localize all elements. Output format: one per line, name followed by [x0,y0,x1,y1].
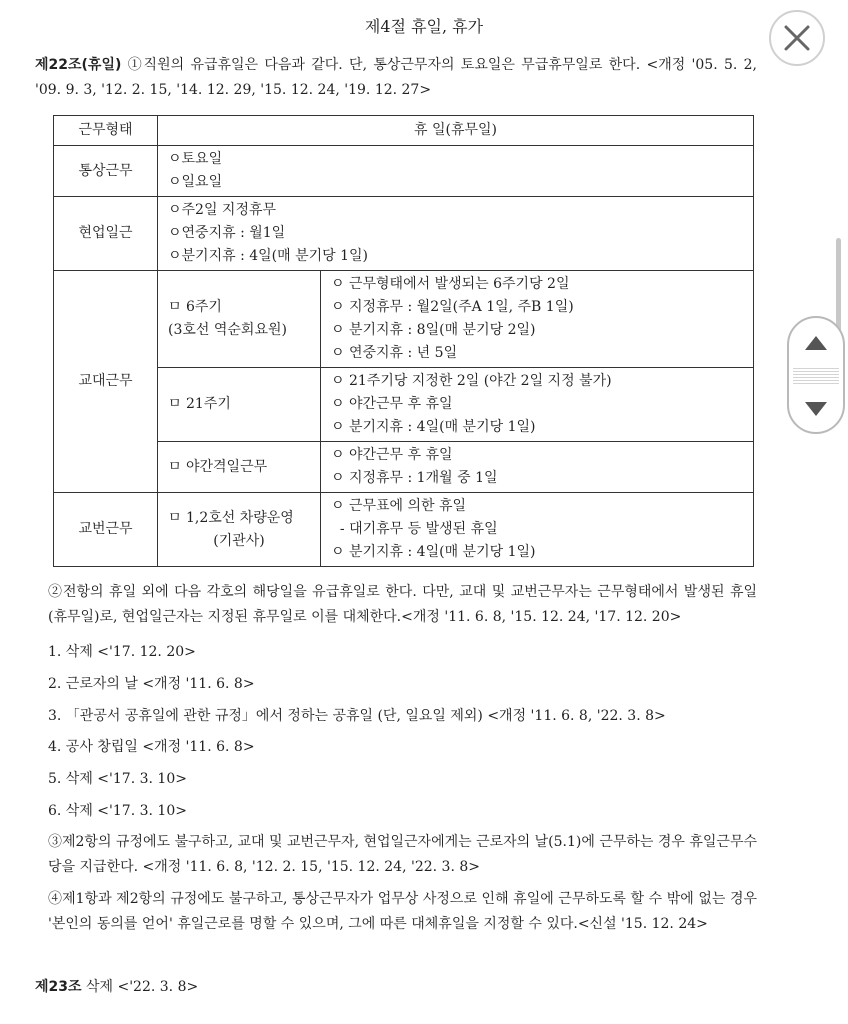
list-item: ㅇ 지정휴무 : 월2일(주A 1일, 주B 1일) [331,299,574,315]
work-type-rotation: 교번근무 [54,493,158,567]
list-item: ㅇ 근무표에 의한 휴일 [331,498,467,514]
list-item: 5. 삭제 <'17. 3. 10> [48,771,187,787]
list-item: 3. 「관공서 공휴일에 관한 규정」에서 정하는 공휴일 (단, 일요일 제외) <개정 '11. 6. 8, '22. 3. 8> [48,708,666,724]
work-type-onsite: 현업일근 [54,197,158,271]
work-type-regular: 통상근무 [54,146,158,197]
list-item: ㅇ 분기지휴 : 4일(매 분기당 1일) [331,544,536,560]
header-work-type: 근무형태 [54,116,158,146]
list-item: ㅇ 지정휴무 : 1개월 중 1일 [331,470,498,486]
shift-night-holidays [321,442,754,493]
list-item: ㅇ연중지휴 : 월1일 [168,225,286,241]
article-22-paragraph-4: ④제1항과 제2항의 규정에도 불구하고, 통상근무자가 업무상 사정으로 인해 휴일에 근무하도록 할 수 밖에 없는 경우 '본인의 동의를 얻어' 휴일근로를 명할 수 있으며, 그에 따른 대체휴일을 지정할 수 있다.<신설 '15. 12. 24> [48,891,757,932]
list-item: ㅇ 연중지휴 : 년 5일 [331,345,458,361]
list-item: ㅇ주2일 지정휴무 [168,202,277,218]
table-row-regular [54,146,754,197]
list-item: ㅇ 분기지휴 : 8일(매 분기당 2일) [331,322,536,338]
table-row-onsite [54,197,754,271]
shift-6-holidays [321,271,754,368]
table-header-row [54,116,754,146]
header-holidays: 휴 일(휴무일) [158,116,754,146]
onsite-holidays [158,197,754,271]
scroll-grip[interactable] [793,366,839,384]
list-item: ㅇ 야간근무 후 휴일 [331,447,453,463]
sub-label: ㅁ 야간격일근무 [168,458,268,475]
list-item: ㅇ토요일 [168,151,223,167]
close-button[interactable] [769,10,825,66]
table-row-shift-night [54,442,754,493]
shift-21-holidays [321,368,754,442]
list-item: ㅇ 근무형태에서 발생되는 6주기당 2일 [331,276,570,292]
table-row-rotation [54,493,754,567]
sub-label: (3호선 역순회요원) [168,322,287,338]
list-item: ㅇ 분기지휴 : 4일(매 분기당 1일) [331,419,536,435]
list-item: ㅇ분기지휴 : 4일(매 분기당 1일) [168,248,369,264]
table-row-shift-6 [54,271,754,368]
article-22-paragraph-3: ③제2항의 규정에도 불구하고, 교대 및 교번근무자, 현업일근자에게는 근로자의 날(5.1)에 근무하는 경우 휴일근무수당을 지급한다. <개정 '11. 6. 8, '12. 2. 15, '15. 12. 24, '22. 3. 8> [48,834,758,875]
shift-6-cycle [158,271,321,368]
list-item: 1. 삭제 <'17. 12. 20> [48,644,196,660]
close-icon [784,25,810,51]
article-22-para1-text: ①직원의 유급휴일은 다음과 같다. 단, 통상근무자의 토요일은 무급휴무일로 한다. <개정 '05. 5. 2, '09. 9. 3, '12. 2. 15, '14. 12. 29, '15. 12. 24, '19. 12. 27> [35,57,757,98]
triangle-up-icon [805,336,827,350]
triangle-down-icon [805,402,827,416]
work-type-shift: 교대근무 [54,271,158,493]
article-22-paragraph-1 [35,53,757,103]
list-item: - 대기휴무 등 발생된 휴일 [331,521,498,537]
table-row-shift-21 [54,368,754,442]
rotation-holidays [321,493,754,567]
article-22-paragraph-2: ②전항의 휴일 외에 다음 각호의 해당일을 유급휴일로 한다. 다만, 교대 및 교번근무자는 근무형태에서 발생된 휴일(휴무일)로, 현업일근자는 지정된 휴무일로 이를 대체한다.<개정 '11. 6. 8, '15. 12. 24, '17. 12. 20> [48,584,757,625]
list-item: 4. 공사 창립일 <개정 '11. 6. 8> [48,739,255,755]
article-23-text: 삭제 <'22. 3. 8> [81,979,199,995]
list-item: 6. 삭제 <'17. 3. 10> [48,803,187,819]
sub-label: ㅁ 21주기 [168,396,231,412]
sub-label: ㅁ 6주기 [168,299,222,315]
article-23 [35,975,757,1000]
sub-label: (기관사) [213,532,265,549]
rotation-sub [158,493,321,567]
section-title: 제4절 휴일, 휴가 [364,17,484,36]
shift-21-cycle [158,368,321,442]
holiday-table [53,115,754,567]
regular-holidays [158,146,754,197]
article-22-title: 제22조(휴일) [35,57,122,73]
article-23-title: 제23조 [35,979,82,995]
list-item: ㅇ 21주기당 지정한 2일 (야간 2일 지정 불가) [331,373,612,389]
list-item: ㅇ일요일 [168,174,223,190]
sub-label: ㅁ 1,2호선 차량운영 [168,509,294,526]
scroll-control [787,316,845,434]
scroll-down-button[interactable] [789,384,843,432]
list-item: 2. 근로자의 날 <개정 '11. 6. 8> [48,676,255,692]
shift-night-cycle [158,442,321,493]
list-item: ㅇ 야간근무 후 휴일 [331,396,453,412]
scroll-up-button[interactable] [789,318,843,366]
